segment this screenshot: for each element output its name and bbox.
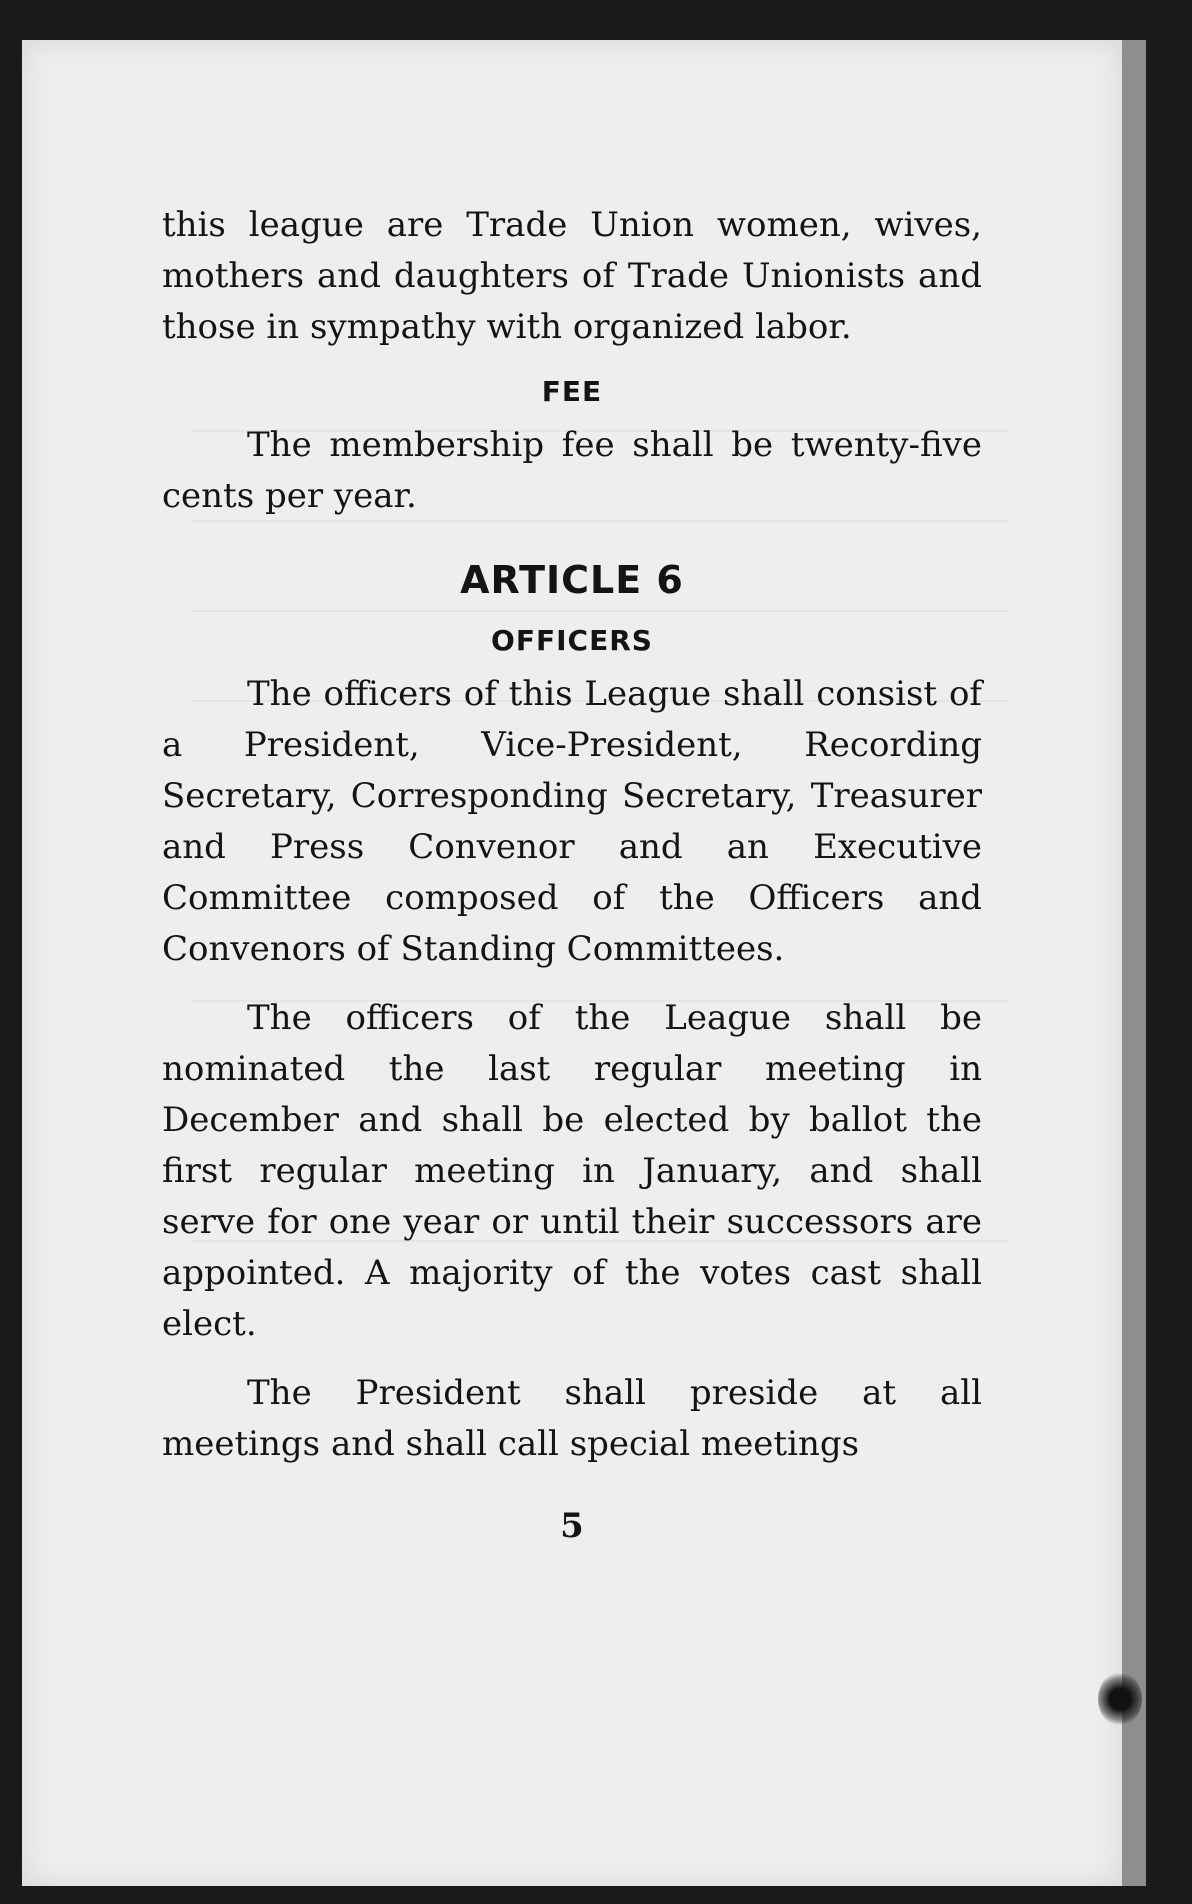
opening-paragraph: this league are Trade Union women, wives, mothers and daughters of Trade Unionists and those in sympathy with organized labor.: [162, 205, 982, 347]
page-edge: [1122, 40, 1146, 1886]
article-heading: ARTICLE 6: [460, 558, 684, 602]
election-paragraph: The officers of the League shall be nominated the last regular meeting in December and shall be elected by ballot the first regular meeting in January, and shall serve for one year or until their successors are appointed. A majority of the votes cast shall elect.: [162, 998, 982, 1344]
fee-paragraph: The membership fee shall be twenty-five cents per year.: [162, 425, 982, 516]
document-body: [162, 200, 982, 1546]
officers-paragraph: The officers of this League shall consist of a President, Vice-President, Recording Secretary, Corresponding Secretary, Treasurer and Press Convenor and an Executive Committee composed of the Officers and Convenors of Standing Committees.: [162, 674, 982, 969]
officers-heading: OFFICERS: [491, 624, 653, 657]
fee-heading: FEE: [541, 375, 603, 408]
ink-spot: [1098, 1672, 1142, 1726]
president-paragraph: The President shall preside at all meetings and shall call special meetings: [162, 1373, 982, 1464]
page-number: 5: [560, 1506, 584, 1546]
